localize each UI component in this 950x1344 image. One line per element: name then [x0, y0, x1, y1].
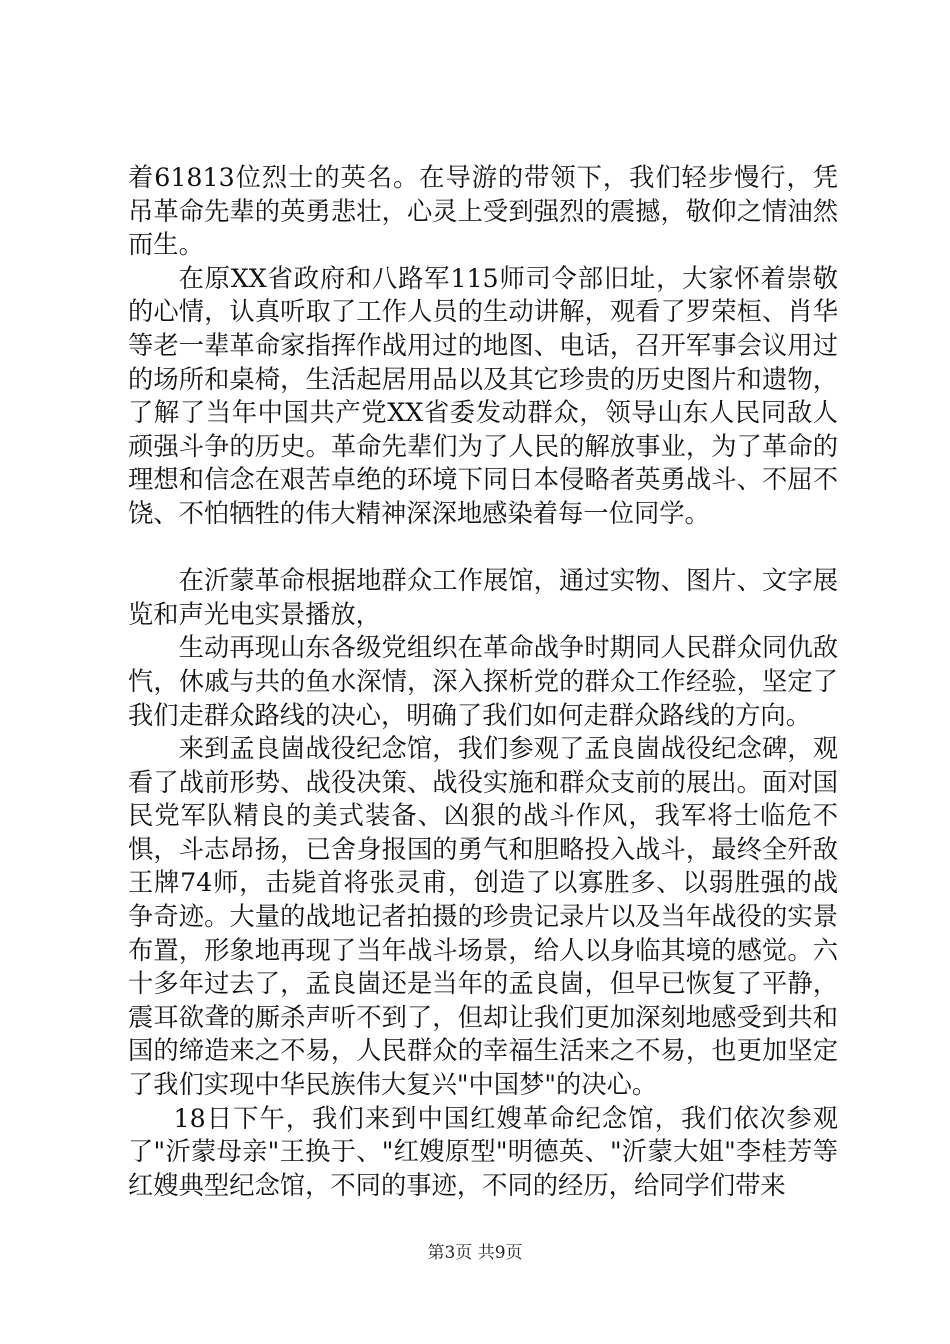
paragraph-mass-line: 生动再现山东各级党组织在革命战争时期同人民群众同仇敌忾，休戚与共的鱼水深情，深入探析党的群众工作经验，坚定了我们走群众路线的决心，明确了我们如何走群众路线的方向。 [128, 633, 838, 730]
document-body [128, 161, 838, 1202]
paragraph-yimeng-exhibition: 在沂蒙革命根据地群众工作展馆，通过实物、图片、文字展览和声光电实景播放， [128, 566, 838, 629]
paragraph-martyrs-names: 着61813位烈士的英名。在导游的带领下，我们轻步慢行，凭吊革命先辈的英勇悲壮，心灵上受到强烈的震撼，敬仰之情油然而生。 [128, 163, 838, 260]
paragraph-hongsao-memorial: 18日下午，我们来到中国红嫂革命纪念馆，我们依次参观了"沂蒙母亲"王换于、"红嫂原型"明德英、"沂蒙大姐"李桂芳等红嫂典型纪念馆，不同的事迹，不同的经历，给同学们带来 [128, 1103, 838, 1200]
paragraph-115-division-hq: 在原XX省政府和八路军115师司令部旧址，大家怀着崇敬的心情，认真听取了工作人员的生动讲解，观看了罗荣桓、肖华等老一辈革命家指挥作战用过的地图、电话，召开军事会议用过的场所和桌椅，生活起居用品以及其它珍贵的历史图片和遗物，了解了当年中国共产党XX省委发动群众，领导山东人民同敌人顽强斗争的历史。革命先辈们为了人民的解放事业，为了革命的理想和信念在艰苦卓绝的环境下同日本侵略者英勇战斗、不屈不饶、不怕牺牲的伟大精神深深地感染着每一位同学。 [128, 263, 838, 528]
page-number-footer: 第3页 共9页 [427, 1243, 523, 1263]
paragraph-menglianggu-memorial: 来到孟良崮战役纪念馆，我们参观了孟良崮战役纪念碑，观看了战前形势、战役决策、战役实施和群众支前的展出。面对国民党军队精良的美式装备、凶狠的战斗作风，我军将士临危不惧，斗志昂扬，已舍身报国的勇气和胆略投入战斗，最终全歼敌王牌74师，击毙首将张灵甫，创造了以寡胜多、以弱胜强的战争奇迹。大量的战地记者拍摄的珍贵记录片以及当年战役的实景布置，形象地再现了当年战斗场景，给人以身临其境的感觉。六十多年过去了，孟良崮还是当年的孟良崮，但早已恢复了平静，震耳欲聋的厮杀声听不到了，但却让我们更加深刻地感受到共和国的缔造来之不易，人民群众的幸福生活来之不易，也更加坚定了我们实现中华民族伟大复兴"中国梦"的决心。 [128, 734, 838, 1100]
paragraph-spacer [128, 531, 838, 565]
